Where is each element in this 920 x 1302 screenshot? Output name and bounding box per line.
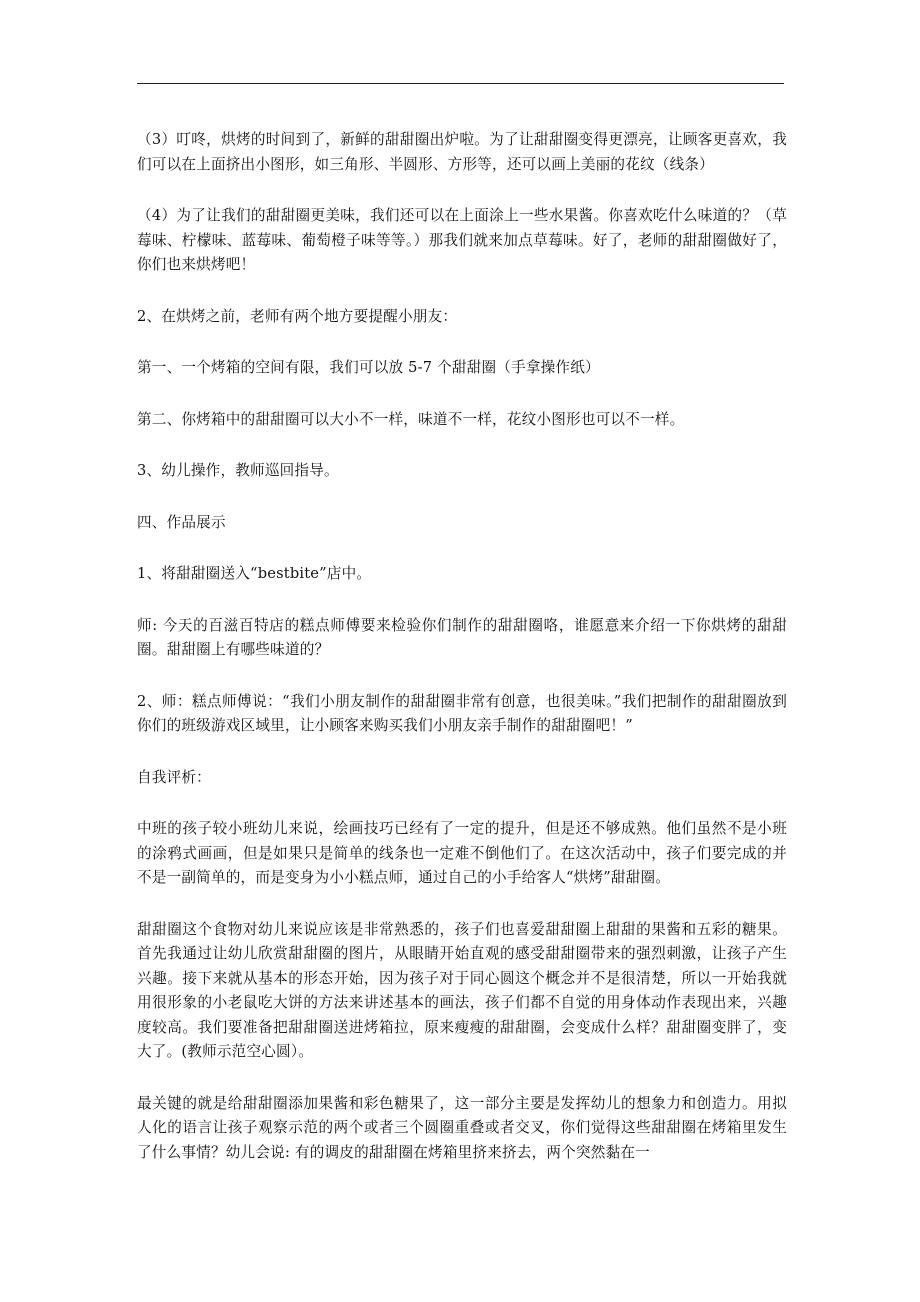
paragraph-evaluation-3: 最关键的就是给甜甜圈添加果酱和彩色糖果了，这一部分主要是发挥幼儿的想象力和创造力。用拟人化的语言让孩子观察示范的两个或者三个圆圈重叠或者交叉，你们觉得这些甜甜圈在烤箱里发生了什么事情？幼儿会说: 有的调皮的甜甜圈在烤箱里挤来挤去，两个突然黏在一: [137, 1094, 787, 1161]
header-rule: [137, 83, 784, 84]
paragraph-reminder-first: 第一、一个烤箱的空间有限，我们可以放 5-7 个甜甜圈（手拿操作纸）: [137, 359, 600, 376]
paragraph-reminder-second: 第二、你烤箱中的甜甜圈可以大小不一样，味道不一样，花纹小图形也可以不一样。: [137, 410, 685, 428]
paragraph-step-3: （3）叮咚，烘烤的时间到了，新鲜的甜甜圈出炉啦。为了让甜甜圈变得更漂亮，让顾客更喜欢，我们可以在上面挤出小图形，如三角形、半圆形、方形等，还可以画上美丽的花纹（线条）: [137, 131, 787, 173]
paragraph-showcase-2: 2、师：糕点师傅说：“我们小朋友制作的甜甜圈非常有创意，也很美味。”我们把制作的甜甜圈放到你们的班级游戏区域里，让小顾客来购买我们小朋友亲手制作的甜甜圈吧！”: [137, 692, 787, 734]
paragraph-operation: 3、幼儿操作，教师巡回指导。: [137, 462, 339, 479]
paragraph-evaluation-2: 甜甜圈这个食物对幼儿来说应该是非常熟悉的，孩子们也喜爱甜甜圈上甜甜的果酱和五彩的糖果。首先我通过让幼儿欣赏甜甜圈的图片，从眼睛开始直观的感受甜甜圈带来的强烈刺激，让孩子产生兴趣。接下来就从基本的形态开始，因为孩子对于同心圆这个概念并不是很清楚，所以一开始我就用很形象的小老鼠吃大饼的方法来讲述基本的画法，孩子们都不自觉的用身体动作表现出来，兴趣度较高。我们要准备把甜甜圈送进烤箱拉，原来瘦瘦的甜甜圈，会变成什么样？甜甜圈变胖了，变大了。(教师示范空心圆）。: [137, 920, 787, 1060]
paragraph-teacher-question: 师: 今天的百滋百特店的糕点师傅要来检验你们制作的甜甜圈咯，谁愿意来介绍一下你烘烤的甜甜圈。甜甜圈上有哪些味道的？: [137, 616, 787, 658]
paragraph-reminder-intro: 2、在烘烤之前，老师有两个地方要提醒小朋友：: [137, 307, 458, 325]
section-heading-self-evaluation: 自我评析：: [137, 768, 211, 786]
section-heading-showcase: 四、作品展示: [137, 513, 226, 531]
paragraph-showcase-1: 1、将甜甜圈送入“bestbite”店中。: [137, 565, 372, 582]
document-body: [137, 128, 787, 1165]
paragraph-evaluation-1: 中班的孩子较小班幼儿来说，绘画技巧已经有了一定的提升，但是还不够成熟。他们虽然不是小班的涂鸦式画画，但是如果只是简单的线条也一定难不倒他们了。在这次活动中，孩子们要完成的并不是一副简单的，而是变身为小小糕点师，通过自己的小手给客人“烘烤”甜甜圈。: [137, 820, 787, 886]
paragraph-step-4: （4）为了让我们的甜甜圈更美味，我们还可以在上面涂上一些水果酱。你喜欢吃什么味道的？（草莓味、柠檬味、蓝莓味、葡萄橙子味等等。）那我们就来加点草莓味。好了，老师的甜甜圈做好了，你们也来烘烤吧！: [137, 207, 787, 273]
